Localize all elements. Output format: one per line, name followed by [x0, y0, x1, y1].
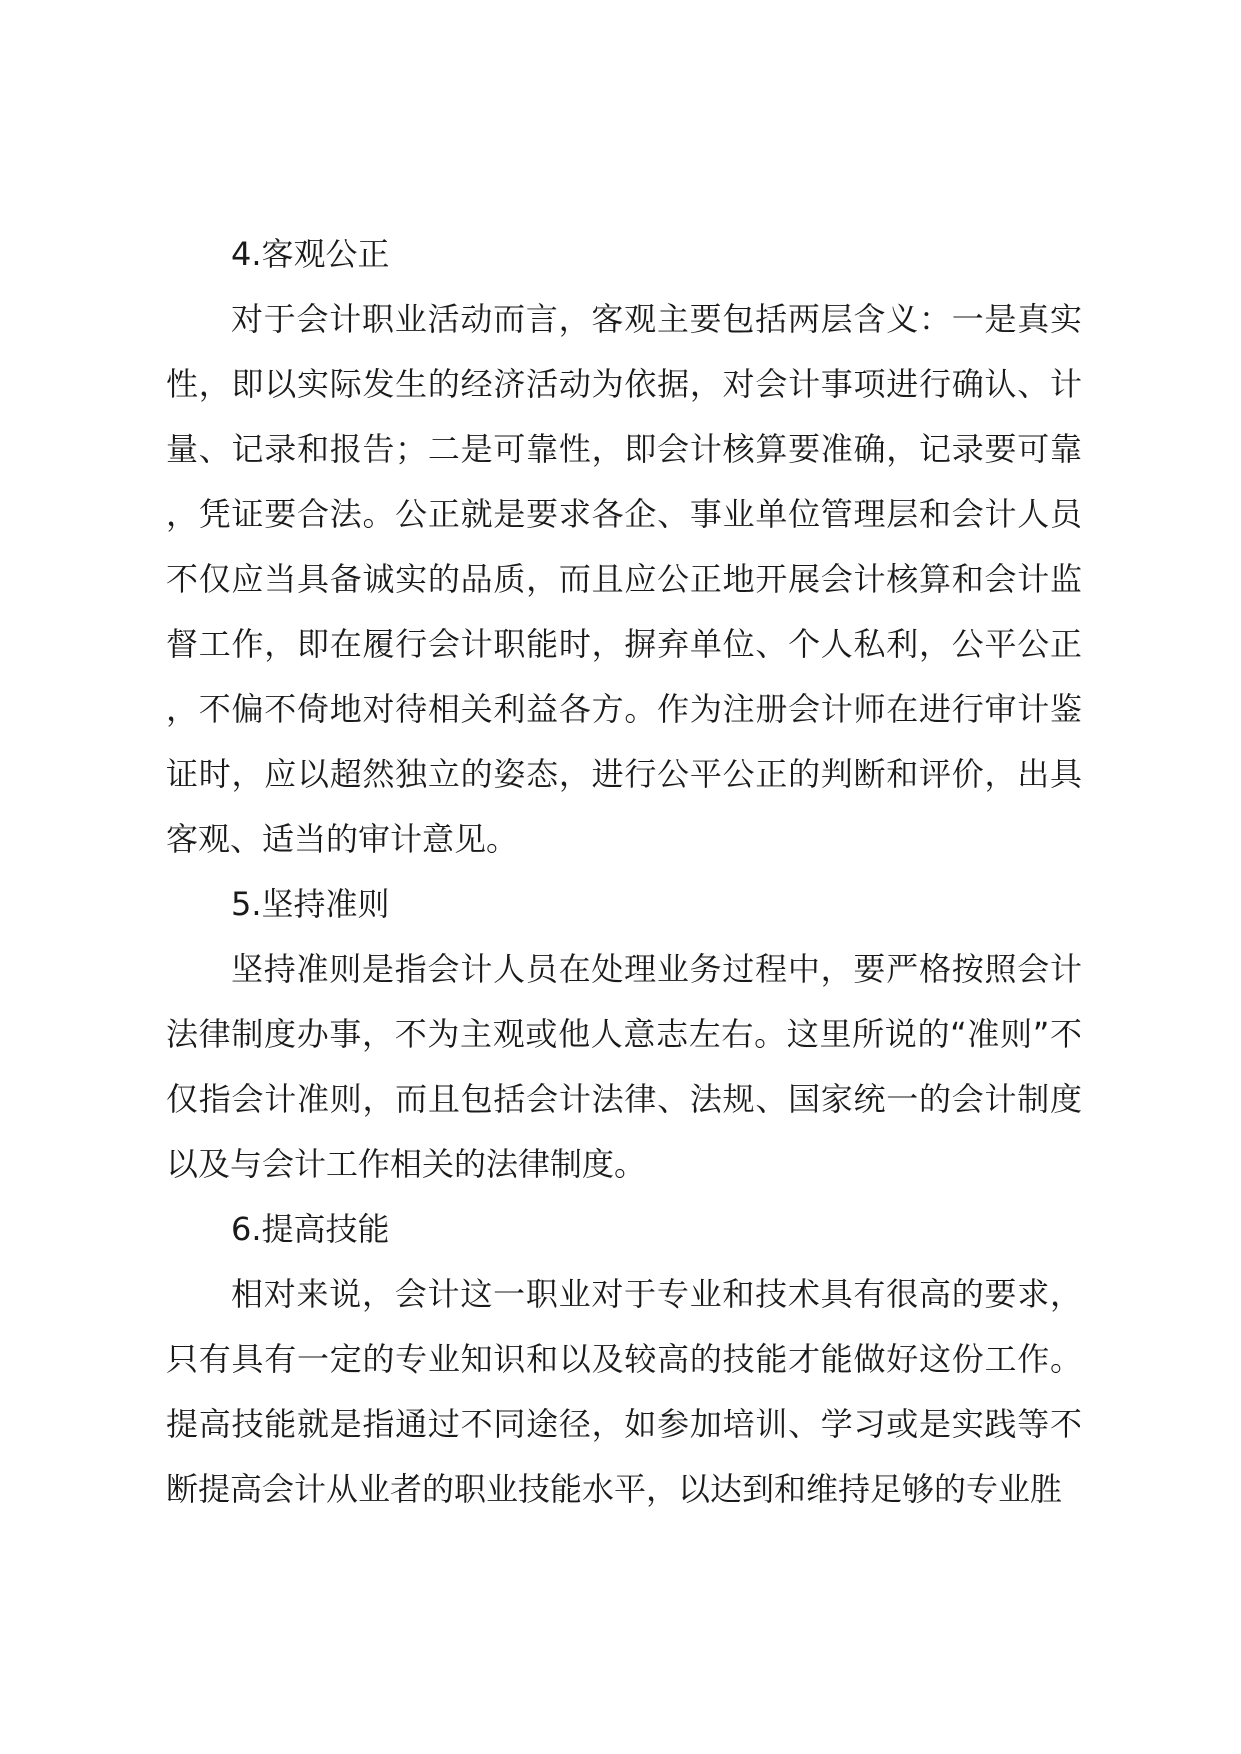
section-paragraph: 坚持准则是指会计人员在处理业务过程中，要严格按照会计法律制度办事，不为主观或他人意志左右。这里所说的“准则”不仅指会计准则，而且包括会计法律、法规、国家统一的会计制度以及与会计工作相关的法律制度。 [166, 950, 1082, 1183]
section-adhere-standards [166, 872, 1082, 1197]
section-paragraph: 相对来说，会计这一职业对于专业和技术具有很高的要求，只有具有一定的专业知识和以及较高的技能才能做好这份工作。提高技能就是指通过不同途径，如参加培训、学习或是实践等不断提高会计从业者的职业技能水平，以达到和维持足够的专业胜 [166, 1275, 1082, 1508]
section-heading: 6.提高技能 [231, 1210, 390, 1248]
document-body [166, 222, 1082, 1522]
section-objective-fair [166, 222, 1082, 872]
section-paragraph: 对于会计职业活动而言，客观主要包括两层含义：一是真实性，即以实际发生的经济活动为依据，对会计事项进行确认、计量、记录和报告；二是可靠性，即会计核算要准确，记录要可靠，凭证要合法。公正就是要求各企、事业单位管理层和会计人员不仅应当具备诚实的品质，而且应公正地开展会计核算和会计监督工作，即在履行会计职能时，摒弃单位、个人私利，公平公正，不偏不倚地对待相关利益各方。作为注册会计师在进行审计鉴证时，应以超然独立的姿态，进行公平公正的判断和评价，出具客观、适当的审计意见。 [166, 300, 1082, 858]
section-heading: 5.坚持准则 [231, 885, 390, 923]
section-improve-skills [166, 1197, 1082, 1522]
section-heading: 4.客观公正 [231, 235, 390, 273]
